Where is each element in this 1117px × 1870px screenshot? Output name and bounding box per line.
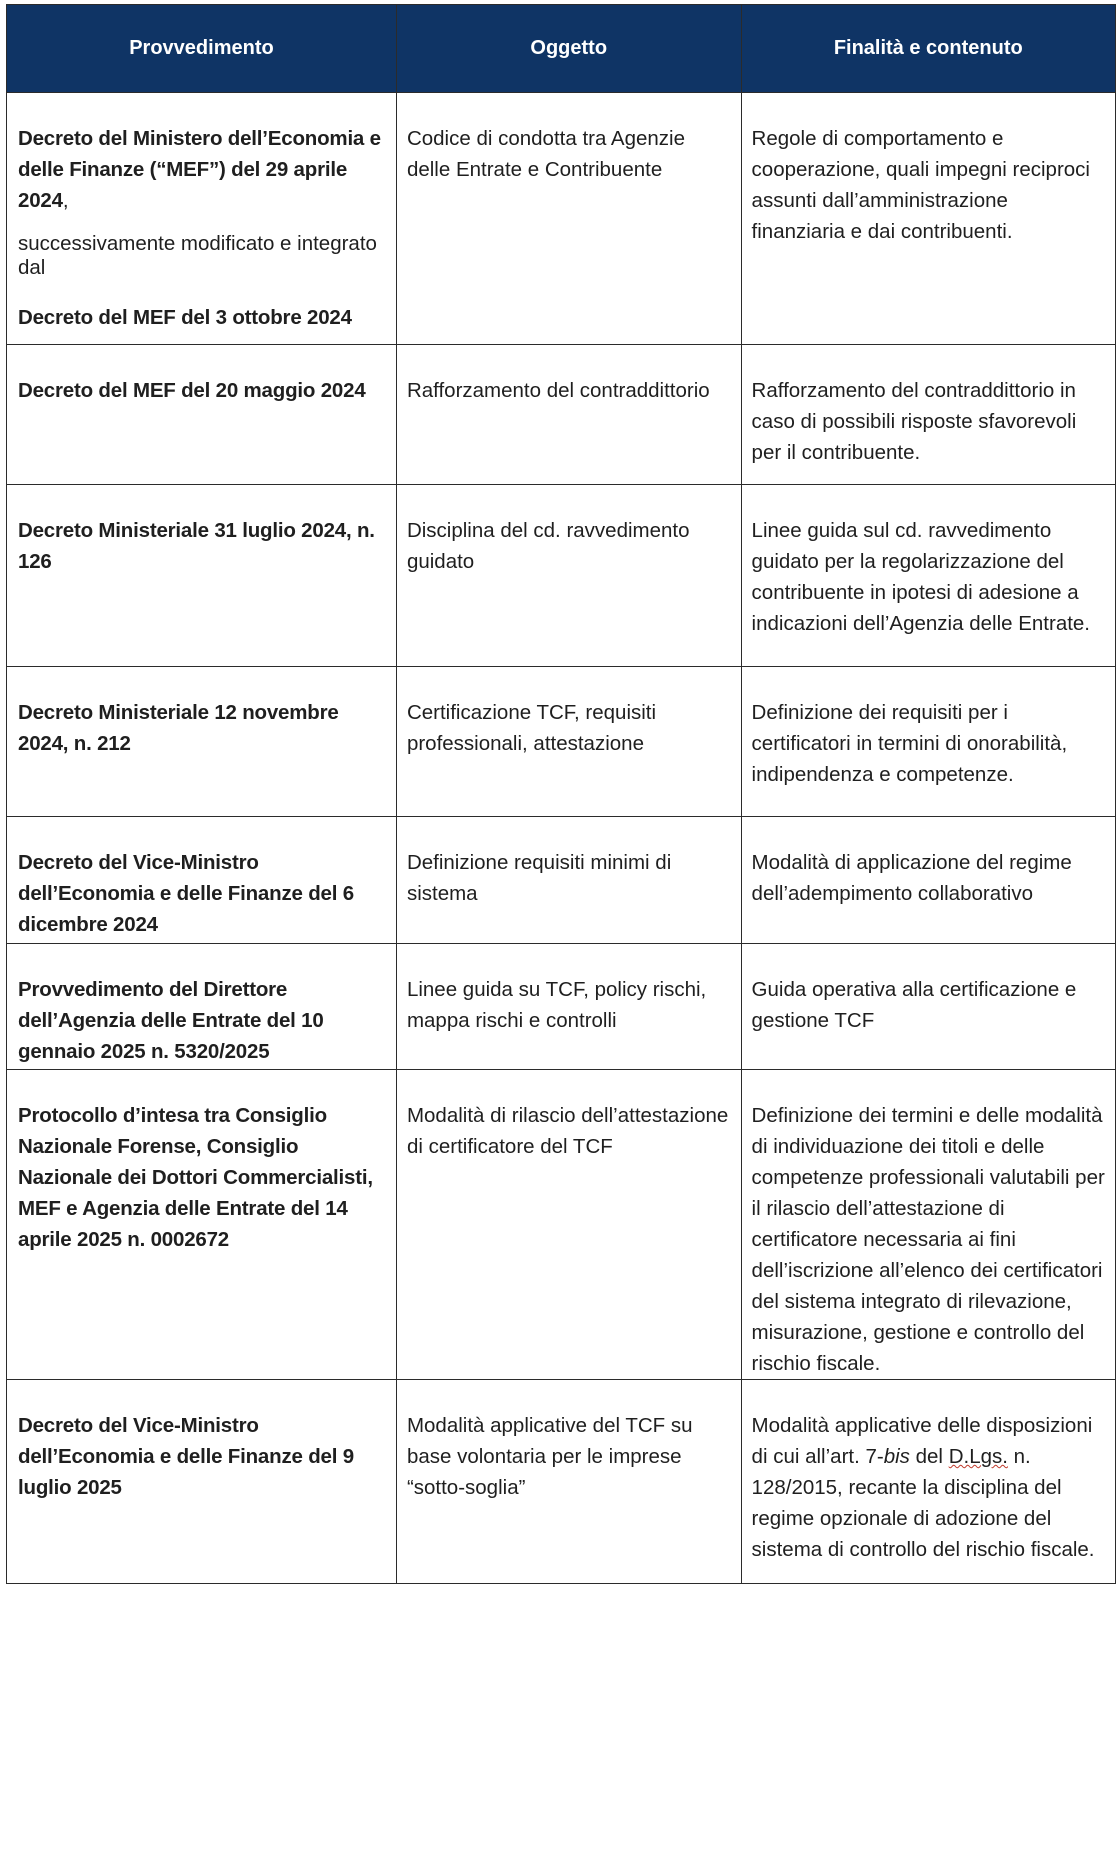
table-row	[7, 93, 1116, 345]
finalita-text: Definizione dei requisiti per i certificatori in termini di onorabilità, indipendenza e competenze.	[751, 701, 1068, 786]
cell-oggetto	[396, 1380, 741, 1584]
finalita-text	[742, 1380, 1115, 1565]
table-row	[7, 667, 1116, 817]
cell-provvedimento	[7, 817, 397, 944]
provvedimenti-table	[6, 4, 1116, 1584]
cell-finalita	[741, 345, 1115, 485]
table-row	[7, 817, 1116, 944]
provvedimento-text: Decreto del Vice-Ministro dell’Economia e delle Finanze del 9 luglio 2025	[18, 1414, 354, 1499]
finalita-text: Guida operativa alla certificazione e gestione TCF	[751, 978, 1077, 1032]
cell-finalita	[741, 93, 1115, 345]
provvedimento-text: Decreto Ministeriale 12 novembre 2024, n. 212	[18, 701, 339, 755]
oggetto-text: Modalità applicative del TCF su base volontaria per le imprese “sotto-soglia”	[406, 1414, 693, 1499]
cell-provvedimento	[7, 345, 397, 485]
header-provvedimento: Provvedimento	[7, 5, 397, 93]
finalita-text: Linee guida sul cd. ravvedimento guidato per la regolarizzazione del contribuente in ipotesi di adesione a indicazioni dell’Agenzia delle Entrate.	[751, 519, 1091, 635]
cell-finalita	[741, 667, 1115, 817]
header-oggetto: Oggetto	[396, 5, 741, 93]
table-header-row	[7, 5, 1116, 93]
cell-finalita	[741, 817, 1115, 944]
oggetto-text: Disciplina del cd. ravvedimento guidato	[406, 519, 690, 573]
oggetto-text: Modalità di rilascio dell’attestazione di certificatore del TCF	[406, 1104, 729, 1158]
provvedimento-text: Decreto Ministeriale 31 luglio 2024, n. 126	[18, 519, 375, 573]
finalita-part-b: del	[909, 1445, 949, 1468]
finalita-part-c: n. 128/2015, recante la disciplina del regime opzionale di adozione del sistema di controllo del rischio fiscale.	[751, 1445, 1095, 1561]
provvedimento-text: Provvedimento del Direttore dell’Agenzia delle Entrate del 10 gennaio 2025 n. 5320/2025	[18, 978, 324, 1063]
cell-oggetto	[396, 93, 741, 345]
cell-oggetto	[396, 667, 741, 817]
provvedimento-text: Protocollo d’intesa tra Consiglio Nazionale Forense, Consiglio Nazionale dei Dottori Commercialisti, MEF e Agenzia delle Entrate del 14 aprile 2025 n. 0002672	[18, 1104, 373, 1251]
cell-provvedimento	[7, 485, 397, 667]
oggetto-text: Definizione requisiti minimi di sistema	[406, 851, 672, 905]
table-row	[7, 345, 1116, 485]
table-row	[7, 1070, 1116, 1380]
table-row	[7, 1380, 1116, 1584]
finalita-dlgs: D.Lgs.	[948, 1445, 1008, 1468]
table-row	[7, 944, 1116, 1070]
finalita-text: Regole di comportamento e cooperazione, quali impegni reciproci assunti dall’amministrazione finanziaria e dai contribuenti.	[751, 127, 1090, 243]
cell-provvedimento	[7, 944, 397, 1070]
cell-finalita	[741, 1070, 1115, 1380]
provvedimento-text-2: Decreto del MEF del 3 ottobre 2024	[18, 306, 352, 329]
oggetto-text: Codice di condotta tra Agenzie delle Entrate e Contribuente	[406, 127, 686, 181]
cell-oggetto	[396, 345, 741, 485]
cell-finalita	[741, 1380, 1115, 1584]
cell-provvedimento	[7, 667, 397, 817]
cell-oggetto	[396, 817, 741, 944]
provvedimento-text: Decreto del Vice-Ministro dell’Economia e delle Finanze del 6 dicembre 2024	[18, 851, 354, 936]
oggetto-text: Certificazione TCF, requisiti professionali, attestazione	[406, 701, 657, 755]
cell-provvedimento	[7, 1380, 397, 1584]
oggetto-text: Rafforzamento del contraddittorio	[406, 379, 710, 402]
provvedimento-comma: ,	[62, 189, 69, 212]
cell-oggetto	[396, 485, 741, 667]
table-row	[7, 485, 1116, 667]
header-finalita: Finalità e contenuto	[741, 5, 1115, 93]
cell-finalita	[741, 944, 1115, 1070]
provvedimento-note: successivamente modificato e integrato dal	[18, 232, 377, 279]
finalita-text: Rafforzamento del contraddittorio in caso di possibili risposte sfavorevoli per il contribuente.	[751, 379, 1077, 464]
oggetto-text: Linee guida su TCF, policy rischi, mappa rischi e controlli	[406, 978, 707, 1032]
cell-provvedimento	[7, 1070, 397, 1380]
cell-oggetto	[396, 944, 741, 1070]
finalita-text: Definizione dei termini e delle modalità di individuazione dei titoli e delle competenze professionali valutabili per il rilascio dell’attestazione di certificatore necessaria ai fini dell’iscrizione all’elenco dei certificatori del sistema integrato di rilevazione, misurazione, gestione e controllo del rischio fiscale.	[751, 1104, 1105, 1375]
provvedimento-text: Decreto del MEF del 20 maggio 2024	[18, 379, 366, 402]
provvedimento-text: Decreto del Ministero dell’Economia e delle Finanze (“MEF”) del 29 aprile 2024	[18, 127, 381, 212]
finalita-part-a: Modalità applicative delle disposizioni di cui all’art. 7-	[751, 1414, 1093, 1468]
finalita-bis: bis	[883, 1445, 910, 1468]
cell-provvedimento	[7, 93, 397, 345]
cell-finalita	[741, 485, 1115, 667]
cell-oggetto	[396, 1070, 741, 1380]
finalita-text: Modalità di applicazione del regime dell’adempimento collaborativo	[751, 851, 1072, 905]
